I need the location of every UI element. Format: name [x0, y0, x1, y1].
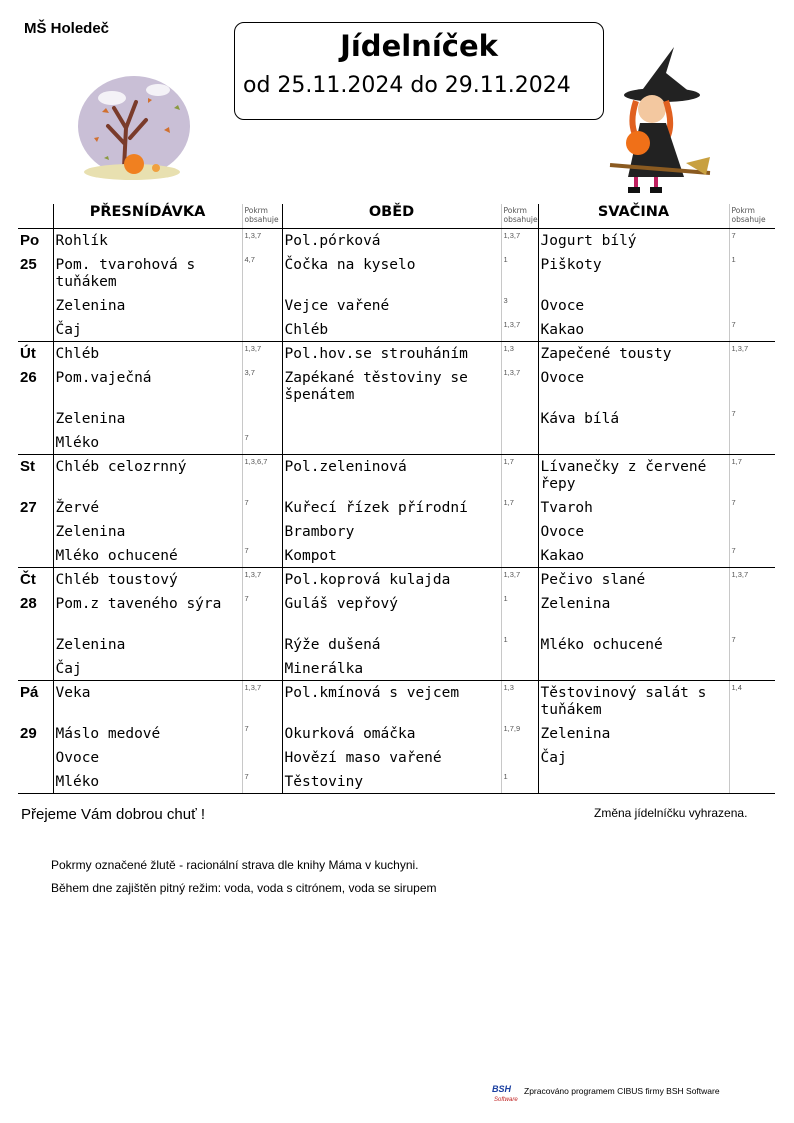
- snack-allergens: [729, 746, 775, 770]
- day-abbr: St: [20, 458, 35, 475]
- breakfast-item: Čaj: [53, 318, 242, 342]
- snack-allergens: 7: [729, 407, 775, 431]
- breakfast-item: Zelenina: [53, 407, 242, 431]
- snack-item: [538, 657, 729, 681]
- header-breakfast: PŘESNÍDÁVKA: [53, 204, 242, 229]
- day-cell: [18, 520, 53, 544]
- lunch-allergens: 1,3,7: [501, 229, 538, 253]
- lunch-allergens: 3: [501, 294, 538, 318]
- snack-item: [538, 431, 729, 455]
- breakfast-allergens: 7: [242, 722, 282, 746]
- menu-row: [18, 294, 775, 318]
- breakfast-item: Ovoce: [53, 746, 242, 770]
- menu-row: [18, 657, 775, 681]
- breakfast-allergens: [242, 294, 282, 318]
- date-range: od 25.11.2024 do 29.11.2024: [243, 73, 571, 98]
- menu-row: [18, 229, 775, 253]
- snack-item: Lívanečky z červené řepy: [538, 455, 729, 496]
- snack-item: Pečivo slané: [538, 568, 729, 592]
- breakfast-allergens: [242, 520, 282, 544]
- day-abbr: Pá: [20, 684, 39, 701]
- day-number: 25: [20, 255, 37, 273]
- day-cell: [18, 770, 53, 794]
- breakfast-item: Chléb celozrnný: [53, 455, 242, 496]
- lunch-allergens: [501, 520, 538, 544]
- snack-item: Čaj: [538, 746, 729, 770]
- day-number: 28: [20, 594, 37, 612]
- day-cell: [18, 746, 53, 770]
- snack-item: Zapečené tousty: [538, 342, 729, 366]
- menu-row: [18, 681, 775, 722]
- menu-row: [18, 568, 775, 592]
- menu-table: [18, 204, 775, 794]
- snack-item: Kakao: [538, 544, 729, 568]
- lunch-item: Pol.hov.se strouháním: [282, 342, 501, 366]
- lunch-item: Těstoviny: [282, 770, 501, 794]
- snack-item: Káva bílá: [538, 407, 729, 431]
- snack-item: Ovoce: [538, 294, 729, 318]
- day-number: 27: [20, 498, 37, 516]
- school-name: MŠ Holedeč: [24, 20, 110, 37]
- snack-allergens: [729, 431, 775, 455]
- snack-allergens: 7: [729, 229, 775, 253]
- title-box: [234, 22, 604, 120]
- lunch-item: Rýže dušená: [282, 633, 501, 657]
- lunch-item: Okurková omáčka: [282, 722, 501, 746]
- lunch-allergens: [501, 657, 538, 681]
- day-number: 26: [20, 368, 37, 386]
- breakfast-item: Chléb: [53, 342, 242, 366]
- breakfast-allergens: 1,3,6,7: [242, 455, 282, 496]
- breakfast-allergens: [242, 633, 282, 657]
- breakfast-allergens: 1,3,7: [242, 229, 282, 253]
- day-abbr: Po: [20, 232, 40, 249]
- autumn-tree-illustration: [74, 68, 192, 186]
- day-number: 29: [20, 724, 37, 742]
- breakfast-allergens: 7: [242, 770, 282, 794]
- note-rational-diet: Pokrmy označené žlutě - racionální strava dle knihy Máma v kuchyni.: [51, 858, 419, 872]
- breakfast-allergens: 7: [242, 431, 282, 455]
- menu-row: [18, 253, 775, 294]
- snack-allergens: [729, 592, 775, 633]
- day-cell: [18, 657, 53, 681]
- menu-row: [18, 318, 775, 342]
- menu-row: [18, 455, 775, 496]
- lunch-item: Vejce vařené: [282, 294, 501, 318]
- breakfast-allergens: 3,7: [242, 366, 282, 407]
- witch-illustration: [600, 45, 718, 197]
- snack-item: Ovoce: [538, 366, 729, 407]
- snack-allergens: 7: [729, 633, 775, 657]
- breakfast-item: Pom. tvarohová s tuňákem: [53, 253, 242, 294]
- header-allergens-snack: Pokrm obsahuje: [729, 204, 775, 229]
- menu-row: [18, 496, 775, 520]
- snack-item: Tvaroh: [538, 496, 729, 520]
- menu-row: [18, 746, 775, 770]
- breakfast-item: Pom.z taveného sýra: [53, 592, 242, 633]
- snack-allergens: [729, 722, 775, 746]
- breakfast-item: Čaj: [53, 657, 242, 681]
- lunch-item: Pol.zeleninová: [282, 455, 501, 496]
- snack-item: [538, 770, 729, 794]
- lunch-allergens: 1,3: [501, 681, 538, 722]
- breakfast-item: Mléko: [53, 431, 242, 455]
- lunch-allergens: 1: [501, 633, 538, 657]
- day-cell: [18, 407, 53, 431]
- menu-row: [18, 366, 775, 407]
- breakfast-item: Mléko ochucené: [53, 544, 242, 568]
- snack-allergens: 1,3,7: [729, 568, 775, 592]
- snack-allergens: 1: [729, 253, 775, 294]
- breakfast-allergens: 1,3,7: [242, 342, 282, 366]
- breakfast-allergens: 7: [242, 592, 282, 633]
- lunch-item: Pol.kmínová s vejcem: [282, 681, 501, 722]
- lunch-item: Guláš vepřový: [282, 592, 501, 633]
- lunch-item: Minerálka: [282, 657, 501, 681]
- lunch-allergens: 1: [501, 253, 538, 294]
- snack-allergens: [729, 366, 775, 407]
- menu-row: [18, 633, 775, 657]
- lunch-item: Pol.koprová kulajda: [282, 568, 501, 592]
- day-cell: [18, 633, 53, 657]
- lunch-allergens: 1: [501, 770, 538, 794]
- page-title: Jídelníček: [340, 29, 498, 63]
- breakfast-allergens: [242, 657, 282, 681]
- day-abbr: Čt: [20, 571, 36, 588]
- snack-allergens: 1,3,7: [729, 342, 775, 366]
- footer-credit: Zpracováno programem CIBUS firmy BSH Software: [524, 1086, 720, 1096]
- menu-row: [18, 544, 775, 568]
- snack-item: Těstovinový salát s tuňákem: [538, 681, 729, 722]
- snack-item: Piškoty: [538, 253, 729, 294]
- snack-item: Ovoce: [538, 520, 729, 544]
- lunch-item: Kompot: [282, 544, 501, 568]
- lunch-allergens: 1,3,7: [501, 568, 538, 592]
- breakfast-allergens: 1,3,7: [242, 681, 282, 722]
- snack-item: Jogurt bílý: [538, 229, 729, 253]
- breakfast-allergens: [242, 746, 282, 770]
- breakfast-item: Veka: [53, 681, 242, 722]
- svg-text:BSH: BSH: [492, 1084, 512, 1094]
- snack-allergens: 1,7: [729, 455, 775, 496]
- menu-row: [18, 592, 775, 633]
- lunch-allergens: [501, 746, 538, 770]
- menu-row: [18, 520, 775, 544]
- lunch-item: [282, 407, 501, 431]
- snack-allergens: 7: [729, 544, 775, 568]
- snack-allergens: 7: [729, 318, 775, 342]
- snack-allergens: [729, 770, 775, 794]
- breakfast-item: Mléko: [53, 770, 242, 794]
- lunch-allergens: 1: [501, 592, 538, 633]
- menu-row: [18, 770, 775, 794]
- lunch-item: Hovězí maso vařené: [282, 746, 501, 770]
- lunch-allergens: [501, 407, 538, 431]
- lunch-allergens: [501, 544, 538, 568]
- lunch-allergens: [501, 431, 538, 455]
- svg-text:Software: Software: [494, 1097, 518, 1103]
- snack-allergens: [729, 520, 775, 544]
- lunch-item: Pol.pórková: [282, 229, 501, 253]
- wish-text: Přejeme Vám dobrou chuť !: [21, 806, 206, 823]
- snack-item: Zelenina: [538, 722, 729, 746]
- breakfast-item: Zelenina: [53, 520, 242, 544]
- menu-row: [18, 431, 775, 455]
- note-drinking-regime: Během dne zajištěn pitný režim: voda, voda s citrónem, voda se sirupem: [51, 881, 437, 895]
- change-note: Změna jídelníčku vyhrazena.: [594, 806, 748, 820]
- header-allergens-lunch: Pokrm obsahuje: [501, 204, 538, 229]
- breakfast-item: Zelenina: [53, 294, 242, 318]
- breakfast-allergens: 4,7: [242, 253, 282, 294]
- breakfast-allergens: [242, 407, 282, 431]
- menu-row: [18, 342, 775, 366]
- day-cell: [18, 294, 53, 318]
- lunch-allergens: 1,3,7: [501, 366, 538, 407]
- lunch-item: Zapékané těstoviny se špenátem: [282, 366, 501, 407]
- breakfast-item: Zelenina: [53, 633, 242, 657]
- bsh-logo-icon: [490, 1082, 518, 1104]
- menu-row: [18, 722, 775, 746]
- menu-row: [18, 407, 775, 431]
- lunch-item: Brambory: [282, 520, 501, 544]
- lunch-item: Kuřecí řízek přírodní: [282, 496, 501, 520]
- breakfast-item: Pom.vaječná: [53, 366, 242, 407]
- day-abbr: Út: [20, 345, 36, 362]
- header-lunch: OBĚD: [282, 204, 501, 229]
- header-allergens-breakfast: Pokrm obsahuje: [242, 204, 282, 229]
- lunch-item: Čočka na kyselo: [282, 253, 501, 294]
- snack-item: Mléko ochucené: [538, 633, 729, 657]
- breakfast-allergens: 7: [242, 496, 282, 520]
- day-cell: [18, 544, 53, 568]
- breakfast-item: Rohlík: [53, 229, 242, 253]
- snack-item: Kakao: [538, 318, 729, 342]
- header-snack: SVAČINA: [538, 204, 729, 229]
- breakfast-allergens: [242, 318, 282, 342]
- lunch-allergens: 1,3,7: [501, 318, 538, 342]
- header-day: [18, 204, 53, 229]
- breakfast-item: Chléb toustový: [53, 568, 242, 592]
- breakfast-allergens: 1,3,7: [242, 568, 282, 592]
- breakfast-item: Máslo medové: [53, 722, 242, 746]
- breakfast-allergens: 7: [242, 544, 282, 568]
- day-cell: [18, 431, 53, 455]
- snack-allergens: [729, 294, 775, 318]
- lunch-item: [282, 431, 501, 455]
- lunch-item: Chléb: [282, 318, 501, 342]
- lunch-allergens: 1,7: [501, 496, 538, 520]
- day-cell: [18, 318, 53, 342]
- lunch-allergens: 1,3: [501, 342, 538, 366]
- snack-item: Zelenina: [538, 592, 729, 633]
- breakfast-item: Žervé: [53, 496, 242, 520]
- lunch-allergens: 1,7: [501, 455, 538, 496]
- lunch-allergens: 1,7,9: [501, 722, 538, 746]
- snack-allergens: 7: [729, 496, 775, 520]
- snack-allergens: [729, 657, 775, 681]
- snack-allergens: 1,4: [729, 681, 775, 722]
